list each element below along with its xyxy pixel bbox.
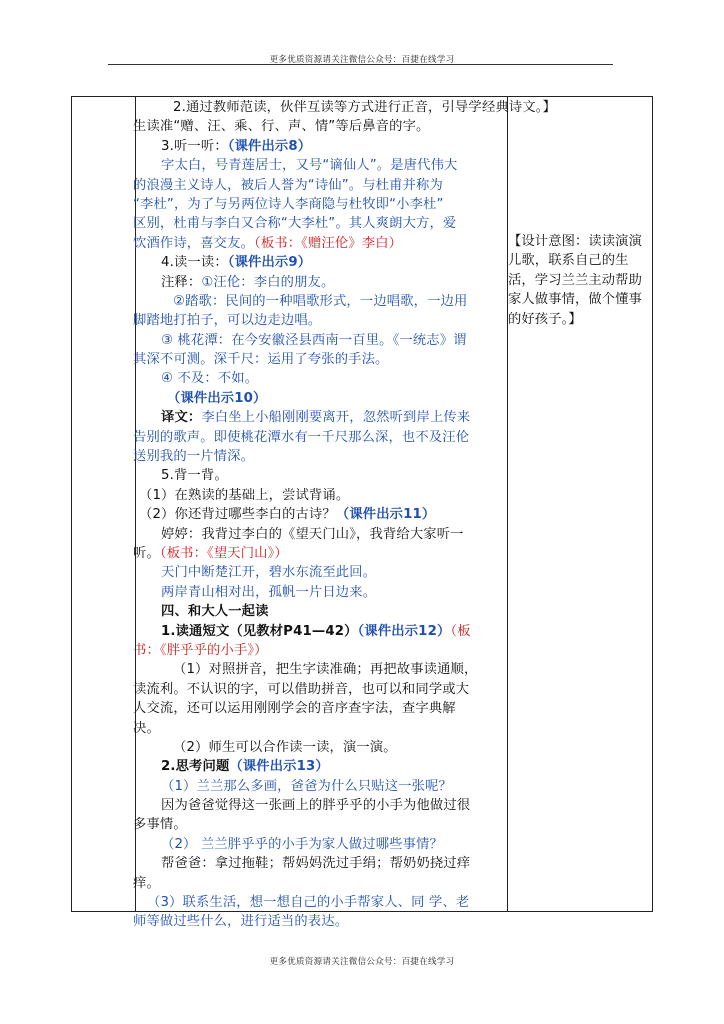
text-line: （3）联系生活，想一想自己的小手帮家人、同 学、老 bbox=[147, 895, 470, 911]
text-line: 脚踏地打拍子，可以边走边唱。 bbox=[133, 313, 322, 329]
courseware-tag: （课件出示13） bbox=[229, 759, 329, 775]
text-line: 字太白，号青莲居士，又号“谪仙人”。是唐代伟大 bbox=[161, 158, 458, 174]
board-note: （板书：《赠汪伦》李白） bbox=[254, 235, 403, 251]
courseware-tag: （课件出示8） bbox=[227, 138, 312, 154]
design-intent bbox=[508, 232, 654, 329]
text-line: 送别我的一片情深。 bbox=[133, 449, 255, 465]
page-footer: 更多优质资源请关注微信公众号：百捷在线学习 bbox=[269, 957, 455, 967]
text-line: （2） 兰兰胖乎乎的小手为家人做过哪些事情？ bbox=[161, 836, 443, 852]
text-line: “李杜”，为了与另两位诗人李商隐与杜牧即“小李杜” bbox=[133, 196, 444, 212]
text-line: 婷婷：我背过李白的《望天门山》，我背给大家听一 bbox=[161, 526, 464, 542]
text-line: 区别，杜甫与李白又合称“大李杜”。其人爽朗大方，爱 bbox=[133, 216, 457, 232]
text-line: 的浪漫主义诗人，被后人誉为“诗仙”。与杜甫并称为 bbox=[133, 177, 443, 193]
header-rule bbox=[108, 64, 613, 65]
text-line: 多事情。 bbox=[133, 817, 187, 833]
text-line: 5.背一背。 bbox=[161, 468, 228, 484]
text-line: 听。（板书：《望天门山》） bbox=[133, 545, 288, 561]
side-line: 的好孩子。】 bbox=[508, 311, 582, 327]
text-line: （2）师生可以合作读一读，演一演。 bbox=[173, 739, 397, 755]
text-line: 译文：李白坐上小船刚刚要离开，忽然听到岸上传来 bbox=[161, 410, 471, 426]
column-divider-right bbox=[507, 97, 508, 911]
text-line: 痒。 bbox=[133, 875, 160, 891]
board-note: 书：《胖乎乎的小手》） bbox=[133, 642, 268, 658]
text-line: 饮酒作诗，喜交友。（板书：《赠汪伦》李白） bbox=[133, 235, 403, 251]
side-line: 家人做事情，做个懂事 bbox=[508, 292, 642, 308]
board-note: （板书：《望天门山》） bbox=[159, 545, 288, 561]
text-line: （1）对照拼音，把生字读准确；再把故事读通顺， bbox=[173, 662, 478, 678]
text-line: 因为爸爸觉得这一张画上的胖乎乎的小手为他做过很 bbox=[161, 798, 471, 814]
text-line: 2.通过教师范读，伙伴互读等方式进行正音，引导学 经典诗文。】 bbox=[133, 98, 504, 117]
overflow-text: 经典诗文。】 bbox=[482, 100, 557, 115]
text-line: （1）兰兰那么多画，爸爸为什么只贴这一张呢？ bbox=[161, 778, 452, 794]
text-line: 生读准“赠、汪、乘、行、声、情”等后鼻音的字。 bbox=[133, 119, 430, 135]
text-line: 人交流，还可以运用刚刚学会的音序查字法，查字典解 bbox=[133, 701, 456, 717]
text-line: （2）你还背过哪些李白的古诗？（课件出示11） bbox=[139, 507, 436, 523]
section-heading: 四、和大人一起读 bbox=[161, 604, 269, 620]
text-line: 两岸青山相对出，孤帆一片日边来。 bbox=[161, 584, 377, 600]
side-line: 活，学习兰兰主动帮助 bbox=[508, 272, 642, 288]
text-line: ②踏歌：民间的一种唱歌形式，一边唱歌，一边用 bbox=[173, 293, 468, 309]
text-line: 3.听一听：（课件出示8） bbox=[161, 138, 312, 154]
side-line: 【设计意图：读读演演 bbox=[508, 234, 642, 249]
courseware-tag: （课件出示10） bbox=[167, 390, 267, 406]
text-line: 读流利。不认识的字，可以借助拼音，也可以和同学或大 bbox=[133, 681, 470, 697]
text-line: 其深不可测。深千尺：运用了夸张的手法。 bbox=[133, 352, 389, 368]
page-header: 更多优质资源请关注微信公众号：百捷在线学习 bbox=[269, 55, 455, 65]
text-line: 4.读一读：（课件出示9） bbox=[161, 255, 312, 271]
courseware-tag: （课件出示9） bbox=[227, 255, 312, 271]
text-line: 1.读通短文（见教材P41—42）（课件出示12）（板 bbox=[161, 623, 471, 639]
text-line: ③ 桃花潭：在今安徽泾县西南一百里。《一统志》谓 bbox=[161, 332, 467, 348]
text-line: 注释：①汪伦：李白的朋友。 bbox=[161, 274, 335, 290]
text-line: 2.思考问题（课件出示13） bbox=[161, 759, 329, 775]
text-line: ④ 不及：不如。 bbox=[161, 371, 259, 387]
courseware-tag: （课件出示12） bbox=[357, 623, 451, 639]
text-line: 师等做过些什么，进行适当的表达。 bbox=[133, 914, 349, 930]
side-line: 儿歌，联系自己的生 bbox=[508, 253, 629, 269]
courseware-tag: （课件出示11） bbox=[335, 507, 436, 523]
text-line: 决。 bbox=[133, 720, 160, 736]
text-line: 帮爸爸：拿过拖鞋；帮妈妈洗过手绢；帮奶奶挠过痒 bbox=[161, 856, 471, 872]
text-line: （1）在熟读的基础上，尝试背诵。 bbox=[139, 487, 350, 503]
text-line: 天门中断楚江开，碧水东流至此回。 bbox=[161, 565, 377, 581]
text-line: 告别的歌声。即使桃花潭水有一千尺那么深，也不及汪伦 bbox=[133, 429, 470, 445]
